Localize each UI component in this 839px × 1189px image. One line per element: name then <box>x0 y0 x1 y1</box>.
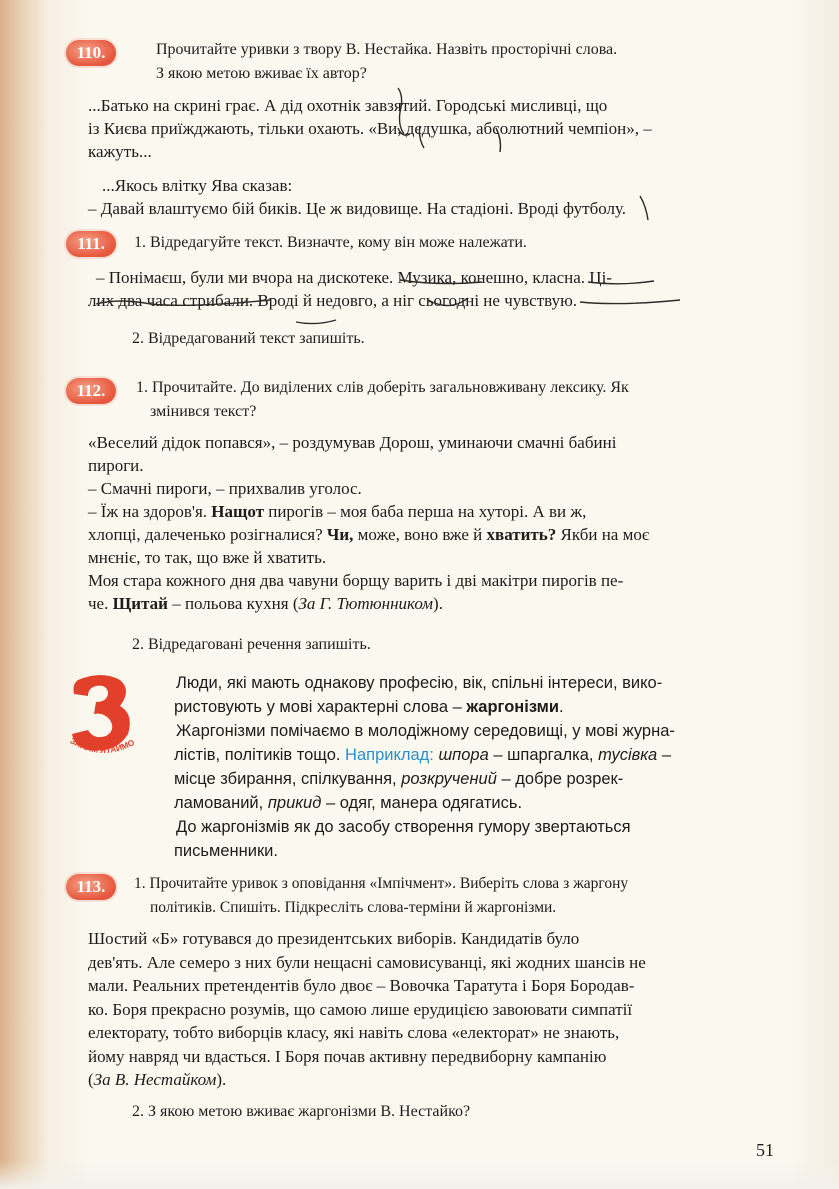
instruction-line: змінився текст? <box>150 403 257 420</box>
example-word: прикид <box>267 794 322 812</box>
text-line: Моя стара кожного дня два чавуни борщу варить і дві макітри пирогів пе- <box>88 571 624 590</box>
text-line: мали. Реальних претендентів було двоє – Вовочка Таратута і Боря Бородав- <box>88 976 635 995</box>
highlighted-word: Щитай <box>112 594 168 613</box>
text-fragment: – польова кухня ( <box>172 594 299 613</box>
exercise-113-subtask-2: 2. З якою метою вживає жаргонізми В. Нестайко? <box>132 1103 471 1120</box>
text-line: ...Якось влітку Ява сказав: <box>102 176 293 195</box>
text-line: – Давай влаштуємо бій биків. Це ж видовище. На стадіоні. Вроді футболу. <box>88 199 627 218</box>
exercise-112-text <box>88 431 788 615</box>
exercise-badge-112 <box>66 378 116 404</box>
text-fragment: че. <box>88 594 109 613</box>
rule-line: Жаргонізми помічаємо в молодіжному середовищі, у мові журна- <box>176 722 675 740</box>
rule-box <box>174 671 784 863</box>
rule-line: письменники. <box>174 842 278 860</box>
text-fragment: лістів, політиків тощо. <box>174 746 341 764</box>
exercise-111-text <box>88 266 788 312</box>
text-line: ...Батько на скрині грає. А дід охотнік завзятий. Городські мисливці, що <box>88 96 608 115</box>
example-word: шпора <box>438 746 489 764</box>
exercise-number: 112. <box>76 381 106 400</box>
instruction-line: З якою метою вживає їх автор? <box>156 65 367 82</box>
rule-line <box>174 791 784 815</box>
source-citation: За Г. Тютюнником <box>298 594 434 613</box>
text-line: «Веселий дідок попався», – роздумував Дорош, уминаючи смачні бабині <box>88 433 617 452</box>
source-citation: За В. Нестайком <box>93 1070 217 1089</box>
example-definition: – шпаргалка, <box>493 746 594 764</box>
exercise-badge-110 <box>66 40 116 66</box>
text-fragment: може, воно вже й <box>357 525 483 544</box>
rule-line <box>174 695 784 719</box>
exercise-number: 110. <box>76 43 106 62</box>
exercise-110-instruction <box>156 38 617 86</box>
exercise-number: 111. <box>77 234 105 253</box>
text-fragment: ). <box>433 594 443 613</box>
text-line <box>88 523 788 546</box>
term-jargonisms: жаргонізми <box>466 698 559 716</box>
exercise-113-text <box>88 927 788 1092</box>
text-line: – Понімаєш, були ми вчора на дискотеке. Музика, конешно, класна. Ці- <box>96 268 612 287</box>
text-line: пироги. <box>88 456 144 475</box>
pen-stroke <box>296 320 336 324</box>
instruction-line: Прочитайте уривки з твору В. Нестайка. Назвіть просторічні слова. <box>156 41 618 58</box>
highlighted-word: Нащот <box>211 502 264 521</box>
text-line: – Смачні пироги, – прихвалив уголос. <box>88 479 362 498</box>
text-line: йому навряд чи вдасться. І Боря почав активну передвиборну кампанію <box>88 1046 607 1066</box>
rule-line: До жаргонізмів як до засобу створення гумору звертаються <box>176 818 631 836</box>
exercise-112-instruction <box>136 376 629 424</box>
example-word: тусівка <box>598 746 658 764</box>
text-line: електорату, тобто виборців класу, які навіть слова «електорат» не знають, <box>88 1023 620 1042</box>
text-fragment: Якби на моє <box>560 525 650 544</box>
exercise-110-excerpt-1 <box>88 94 788 163</box>
exercise-badge-113 <box>66 874 116 900</box>
instruction-line: політиків. Спишіть. Підкресліть слова-терміни й жаргонізми. <box>150 899 557 916</box>
rule-line <box>174 767 784 791</box>
text-fragment: хлопці, далеченько розігналися? <box>88 525 323 544</box>
remember-logo-icon <box>58 668 148 768</box>
example-word: розкручений <box>401 770 497 788</box>
exercise-112-subtask-2: 2. Відредаговані речення запишіть. <box>132 636 371 653</box>
instruction-line: 1. Прочитайте уривок з оповідання «Імпічмент». Виберіть слова з жаргону <box>134 875 629 892</box>
instruction-line: 1. Прочитайте. До виділених слів доберіть загальновживану лексику. Як <box>136 379 629 396</box>
example-definition: – добре розрек- <box>501 770 624 788</box>
page-bottom-shade <box>0 1160 839 1189</box>
exercise-number: 113. <box>76 877 106 896</box>
text-fragment: місце збирання, спілкування, <box>174 770 397 788</box>
exercise-113-instruction <box>134 872 628 920</box>
text-line: ко. Боря прекрасно розумів, що самою лише ерудицією завоювати симпатії <box>88 999 633 1019</box>
text-fragment: ламований, <box>174 794 264 812</box>
text-line: лих два часа стрибали. Вроді й недовго, а ніг сьогодні не чувствую. <box>88 291 578 310</box>
text-fragment: . <box>559 698 564 716</box>
text-fragment: – Їж на здоров'я. <box>88 502 208 521</box>
rule-line <box>174 743 784 767</box>
text-fragment: – <box>661 746 671 764</box>
exercise-111-subtask-2: 2. Відредагований текст запишіть. <box>132 330 365 347</box>
highlighted-word: Чи, <box>326 525 354 544</box>
exercise-badge-111 <box>66 231 116 257</box>
rule-line: Люди, які мають однакову професію, вік, спільні інтереси, вико- <box>176 674 663 692</box>
example-label: Наприклад: <box>345 746 434 764</box>
text-line: Шостий «Б» готувався до президентських виборів. Кандидатів було <box>88 929 580 948</box>
text-line <box>88 1068 788 1092</box>
text-line: дев'ять. Але семеро з них були нещасні самовисуванці, які жодних шансів не <box>88 952 646 972</box>
exercise-111-instruction: 1. Відредагуйте текст. Визначте, кому він може належати. <box>134 234 527 251</box>
logo-caption: ЗАПАМ'ЯТАЙМО <box>68 735 137 756</box>
text-line <box>88 500 788 523</box>
highlighted-word: хватить? <box>486 525 557 544</box>
text-fragment: ( <box>88 1070 94 1089</box>
text-line: кажуть... <box>88 142 152 161</box>
exercise-110-excerpt-2 <box>88 174 788 220</box>
example-definition: – одяг, манера одягатись. <box>325 794 523 812</box>
text-fragment: ). <box>216 1070 227 1089</box>
text-line: із Києва приїжджають, тільки охають. «Ви, дєдушка, абсолютний чемпіон», – <box>88 119 652 138</box>
text-fragment: пирогів – моя баба перша на хуторі. А ви ж, <box>268 502 587 521</box>
text-fragment: ристовують у мові характерні слова – <box>174 698 462 716</box>
page-number: 51 <box>756 1140 774 1160</box>
text-line: мнєніє, то так, що вже й хватить. <box>88 548 327 567</box>
text-line <box>88 592 788 615</box>
